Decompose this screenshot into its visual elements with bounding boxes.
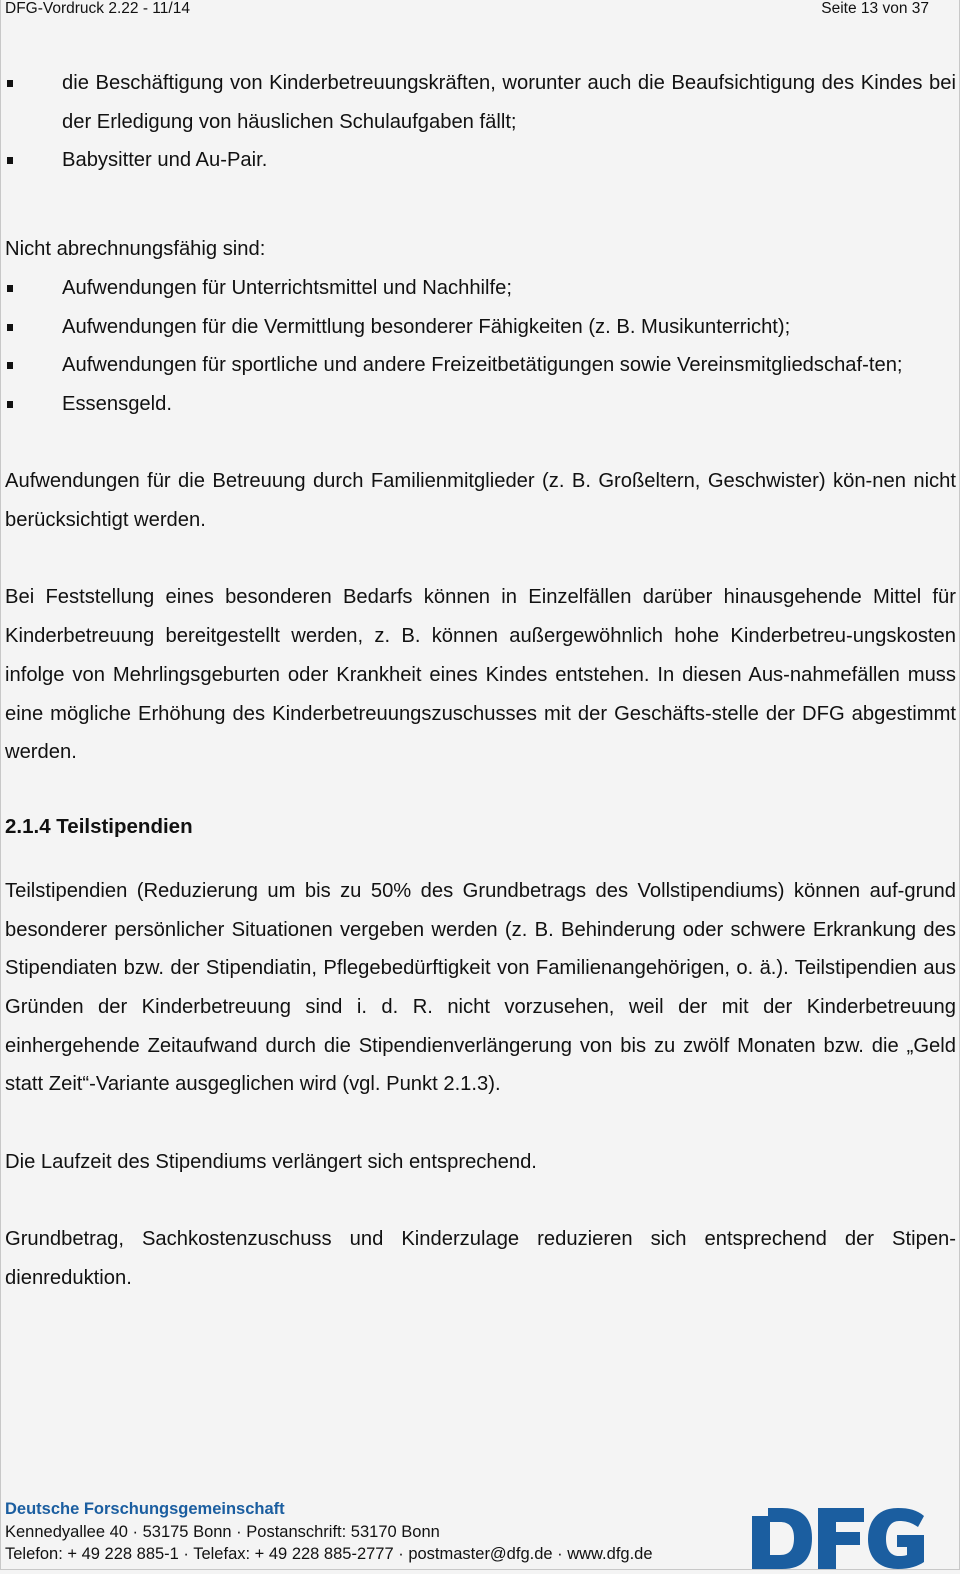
list-item: Aufwendungen für sportliche und andere Freizeitbetätigungen sowie Vereinsmitgliedschaf-ten;: [5, 346, 956, 385]
dfg-logo-icon: [752, 1508, 924, 1569]
list-item: Aufwendungen für die Vermittlung besonderer Fähigkeiten (z. B. Musikunterricht);: [5, 308, 956, 347]
page-indicator: Seite 13 von 37: [821, 0, 929, 17]
contact-line: Telefon: + 49 228 885-1 · Telefax: + 49 228 885-2777 · postmaster@dfg.de · www.dfg.de: [5, 1545, 653, 1563]
document-body: [5, 64, 956, 1298]
form-id: DFG-Vordruck 2.22 - 11/14: [5, 0, 190, 17]
reduction-paragraph: Grundbetrag, Sachkostenzuschuss und Kinderzulage reduzieren sich entsprechend der Stipen-dienreduktion.: [5, 1228, 956, 1289]
square-bullet-icon: [7, 362, 13, 369]
family-members-paragraph: Aufwendungen für die Betreuung durch Familienmitglieder (z. B. Großeltern, Geschwister) kön-nen nicht berücksichtigt werden.: [5, 470, 956, 532]
duration-paragraph: Die Laufzeit des Stipendiums verlängert sich entsprechend.: [5, 1150, 537, 1173]
list-item: Aufwendungen für Unterrichtsmittel und Nachhilfe;: [5, 269, 956, 308]
address-line: Kennedyallee 40 · 53175 Bonn · Postanschrift: 53170 Bonn: [5, 1522, 440, 1541]
page-header: [0, 0, 960, 18]
list-item: Babysitter und Au-Pair.: [5, 141, 956, 180]
square-bullet-icon: [7, 157, 13, 164]
dfg-logo: [752, 1508, 924, 1569]
page-footer: [5, 1498, 653, 1566]
eligible-costs-list: [5, 64, 956, 180]
square-bullet-icon: [7, 401, 13, 408]
list-item: die Beschäftigung von Kinderbetreuungskräften, worunter auch die Beaufsichtigung des Kindes bei der Erledigung von häuslichen Schulaufgaben fällt;: [5, 64, 956, 141]
square-bullet-icon: [7, 80, 13, 87]
partial-scholarship-paragraph: Teilstipendien (Reduzierung um bis zu 50% des Grundbetrags des Vollstipendiums) können auf-grund besonderer persönlicher Situationen vergeben werden (z. B. Behinderung oder schwere Erkrankung des Stipendiaten bzw. der Stipendiatin, Pflegebedürftigkeit von Familienangehörigen, o. ä.). Teilstipendien aus Gründen der Kinderbetreuung sind i. d. R. nicht vorzusehen, weil der mit der Kinderbetreuung einhergehende Zeitaufwand durch die Stipendienverlängerung von bis zu zwölf Monaten bzw. die „Geld statt Zeit“-Variante ausgeglichen wird (vgl. Punkt 2.1.3).: [5, 879, 956, 1096]
not-eligible-intro: Nicht abrechnungsfähig sind:: [5, 238, 266, 261]
organization-name: Deutsche Forschungsgemeinschaft: [5, 1500, 285, 1518]
special-need-paragraph: Bei Feststellung eines besonderen Bedarfs können in Einzelfällen darüber hinausgehende Mittel für Kinderbetreuung bereitgestellt werden, z. B. können außergewöhnlich hohe Kinderbetreu-ungskosten infolge von Mehrlingsgeburten oder Krankheit eines Kindes entstehen. In diesen Aus-nahmefällen muss eine mögliche Erhöhung des Kinderbetreuungszuschusses mit der Geschäfts-stelle der DFG abgestimmt werden.: [5, 586, 956, 764]
square-bullet-icon: [7, 324, 13, 331]
list-item: Essensgeld.: [5, 385, 956, 424]
square-bullet-icon: [7, 285, 13, 292]
not-eligible-list: [5, 269, 956, 424]
section-heading: 2.1.4 Teilstipendien: [5, 814, 193, 838]
